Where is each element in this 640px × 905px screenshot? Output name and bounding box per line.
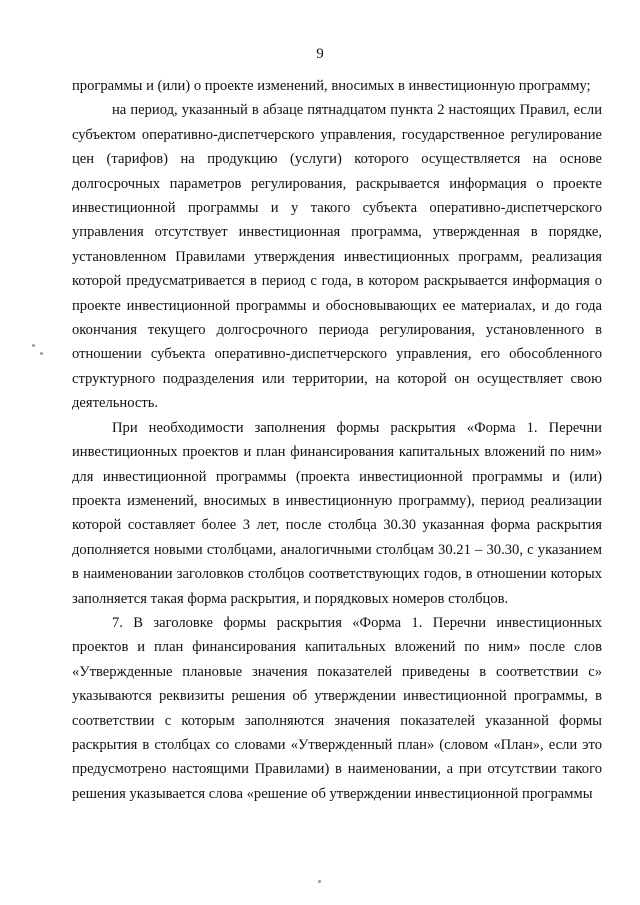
document-body — [72, 74, 602, 806]
paragraph-continuation: программы и (или) о проекте изменений, вносимых в инвестиционную программу; — [72, 78, 591, 94]
page-number: 9 — [316, 46, 324, 62]
paragraph-form-columns: При необходимости заполнения формы раскрытия «Форма 1. Перечни инвестиционных проектов и план финансирования капитальных вложений по ним» для инвестиционной программы (проекта инвестиционной программы и (или) проекта изменений, вносимых в инвестиционную программу), период реализации которой составляет более 3 лет, после столбца 30.30 указанная форма раскрытия дополняется новыми столбцами, аналогичными столбцам 30.21 – 30.30, с указанием в наименовании заголовков столбцов соответствующих годов, в отношении которых заполняется такая форма раскрытия, и порядковых номеров столбцов. — [72, 419, 602, 607]
scan-speck — [32, 344, 35, 347]
paragraph-item-7: 7. В заголовке формы раскрытия «Форма 1. Перечни инвестиционных проектов и план финансирования капитальных вложений по ним» после слов «Утвержденные плановые значения показателей приведены в соответствии с» указываются реквизиты решения об утверждении инвестиционной программы, в соответствии с которым заполняются значения показателей указанной формы раскрытия в столбцах со словами «Утвержденный план» (словом «План», если это предусмотрено настоящими Правилами) в наименовании, а при отсутствии такого решения указывается слова «решение об утверждении инвестиционной программы — [72, 614, 602, 802]
scan-speck — [318, 880, 321, 883]
scan-speck — [40, 352, 43, 355]
paragraph-period: на период, указанный в абзаце пятнадцатом пункта 2 настоящих Правил, если субъектом оперативно-диспетчерского управления, государственное регулирование цен (тарифов) на продукцию (услуги) которого осуществляется на основе долгосрочных параметров регулирования, раскрывается информация о проекте инвестиционной программы и у такого субъекта оперативно-диспетчерского управления отсутствует инвестиционная программа, утвержденная в порядке, установленном Правилами утверждения инвестиционных программ, реализация которой предусматривается в период с года, в котором раскрывается информация о проекте инвестиционной программы и обосновывающих ее материалах, и до года окончания текущего долгосрочного периода регулирования, установленного в отношении субъекта оперативно-диспетчерского управления, его обособленного структурного подразделения или территории, на которой он осуществляет свою деятельность. — [72, 102, 602, 412]
